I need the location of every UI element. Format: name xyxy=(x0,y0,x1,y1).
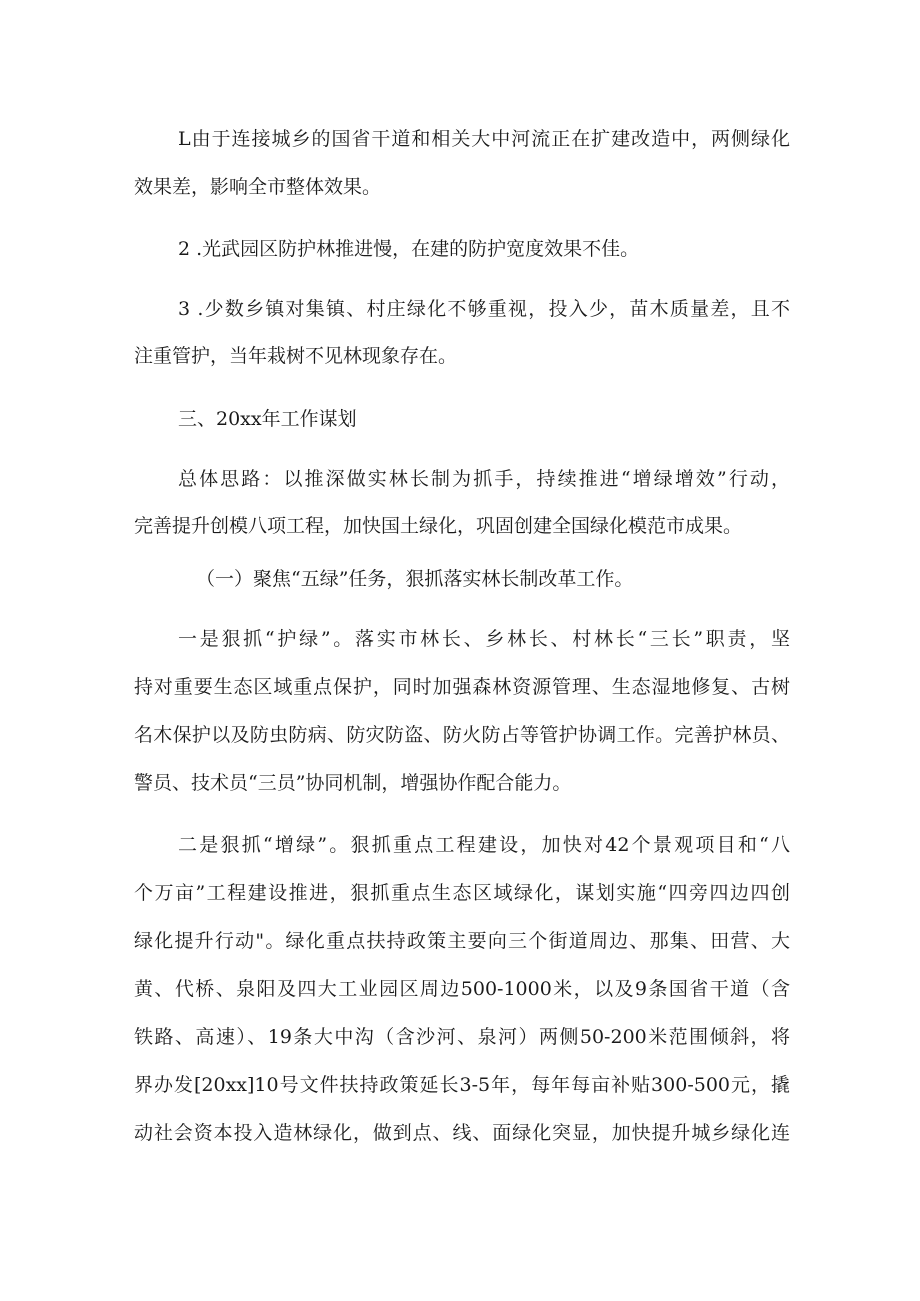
subheading-1: （一）聚焦“五绿”任务，狠抓落实林长制改革工作。 xyxy=(196,568,634,590)
paragraph-6-line-6: 界办发[20xx]10号文件扶持政策延长3-5年，每年每亩补贴300-500元，撬 xyxy=(134,1074,790,1096)
paragraph-4-line-2: 完善提升创模八项工程，加快国土绿化，巩固创建全国绿化模范市成果。 xyxy=(134,515,743,537)
paragraph-4-line-1: 总体思路：以推深做实林长制为抓手，持续推进“增绿增效”行动， xyxy=(178,468,790,490)
paragraph-6-line-1: 二是狠抓“增绿”。狠抓重点工程建设，加快对42个景观项目和“八 xyxy=(178,834,790,856)
paragraph-5-line-2: 持对重要生态区域重点保护，同时加强森林资源管理、生态湿地修复、古树 xyxy=(134,676,790,698)
paragraph-6-line-3: 绿化提升行动"。绿化重点扶持政策主要向三个街道周边、那集、田营、大 xyxy=(134,930,790,952)
paragraph-1-line-1: L由于连接城乡的国省干道和相关大中河流正在扩建改造中，两侧绿化 xyxy=(178,128,790,150)
paragraph-6-line-7: 动社会资本投入造林绿化，做到点、线、面绿化突显，加快提升城乡绿化连 xyxy=(134,1122,790,1144)
section-heading-3: 三、20xx年工作谋划 xyxy=(178,408,357,430)
paragraph-2-line-1: 2 .光武园区防护林推进慢，在建的防护宽度效果不佳。 xyxy=(178,238,640,260)
paragraph-6-line-4: 黄、代桥、泉阳及四大工业园区周边500-1000米，以及9条国省干道（含 xyxy=(134,978,790,1000)
paragraph-5-line-4: 警员、技术员“三员”协同机制，增强协作配合能力。 xyxy=(134,772,572,794)
paragraph-3-line-1: 3 .少数乡镇对集镇、村庄绿化不够重视，投入少，苗木质量差，且不 xyxy=(178,298,790,320)
paragraph-6-line-2: 个万亩”工程建设推进，狠抓重点生态区域绿化，谋划实施“四旁四边四创 xyxy=(134,882,790,904)
paragraph-6-line-5: 铁路、高速）、19条大中沟（含沙河、泉河）两侧50-200米范围倾斜，将 xyxy=(134,1026,790,1048)
paragraph-5-line-1: 一是狠抓“护绿”。落实市林长、乡林长、村林长“三长”职责，坚 xyxy=(178,628,790,650)
paragraph-5-line-3: 名木保护以及防虫防病、防灾防盗、防火防占等管护协调工作。完善护林员、 xyxy=(134,724,790,746)
paragraph-1-line-2: 效果差，影响全市整体效果。 xyxy=(134,176,382,198)
paragraph-3-line-2: 注重管护，当年栽树不见林现象存在。 xyxy=(134,345,458,367)
